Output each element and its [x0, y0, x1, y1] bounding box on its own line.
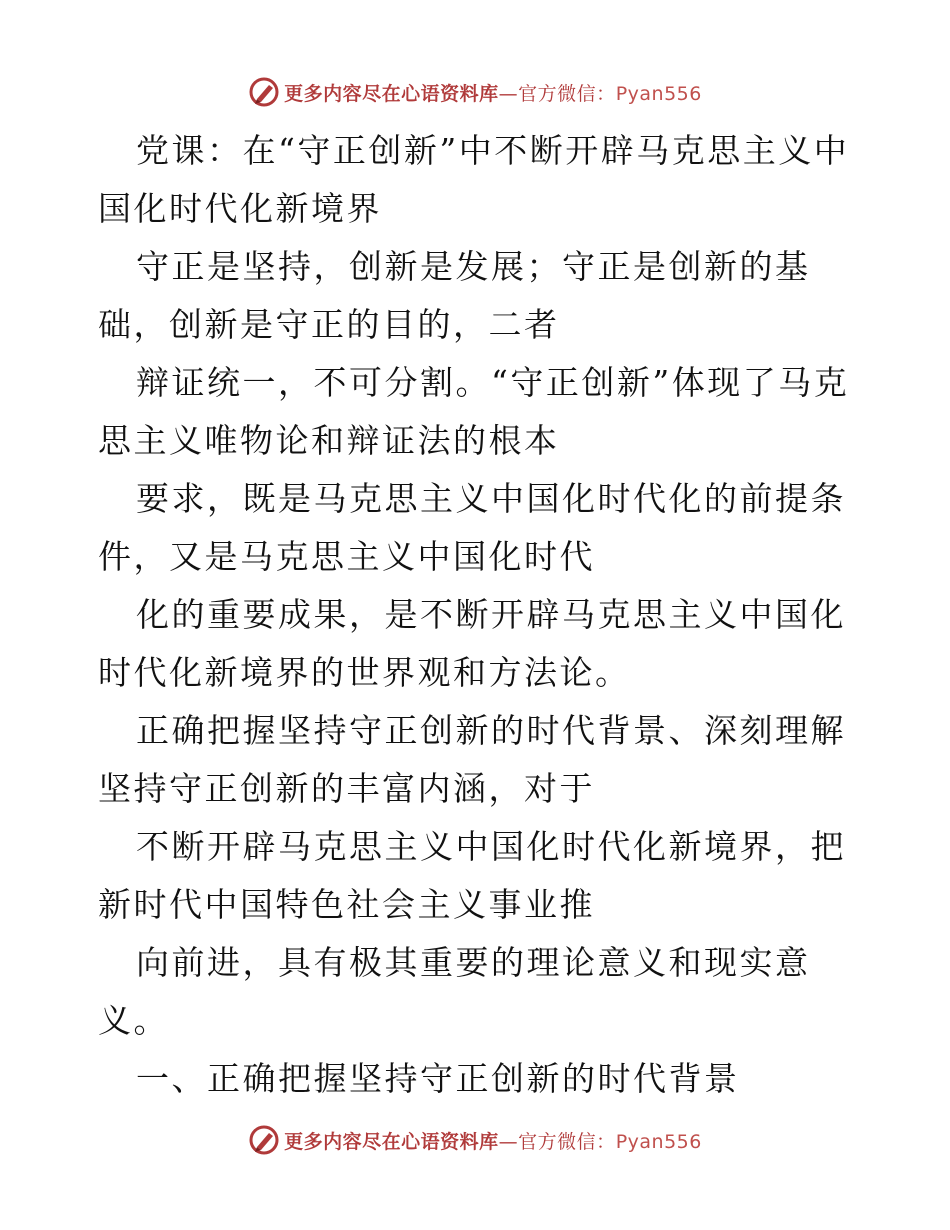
paragraph: 不断开辟马克思主义中国化时代化新境界，把新时代中国特色社会主义事业推	[98, 827, 846, 924]
footer-banner	[0, 1120, 950, 1160]
section-heading: 一、正确把握坚持守正创新的时代背景	[136, 1059, 740, 1098]
paragraph: 要求，既是马克思主义中国化时代化的前提条件，又是马克思主义中国化时代	[98, 479, 846, 576]
banner-text: 更多内容尽在心语资料库—官方微信：Pyan556	[284, 82, 702, 105]
pen-logo-icon	[248, 1124, 280, 1156]
paragraph: 化的重要成果，是不断开辟马克思主义中国化时代化新境界的世界观和方法论。	[98, 595, 846, 692]
document-title: 党课：在“守正创新”中不断开辟马克思主义中国化时代化新境界	[98, 131, 850, 228]
pen-logo-icon	[248, 76, 280, 108]
paragraph: 正确把握坚持守正创新的时代背景、深刻理解坚持守正创新的丰富内涵，对于	[98, 711, 846, 808]
paragraph: 向前进，具有极其重要的理论意义和现实意义。	[98, 943, 811, 1040]
paragraph: 守正是坚持，创新是发展；守正是创新的基础，创新是守正的目的，二者	[98, 247, 811, 344]
document-body	[98, 122, 858, 1108]
paragraph: 辩证统一，不可分割。“守正创新”体现了马克思主义唯物论和辩证法的根本	[98, 363, 850, 460]
banner-text: 更多内容尽在心语资料库—官方微信：Pyan556	[284, 1130, 702, 1153]
header-banner	[0, 72, 950, 112]
